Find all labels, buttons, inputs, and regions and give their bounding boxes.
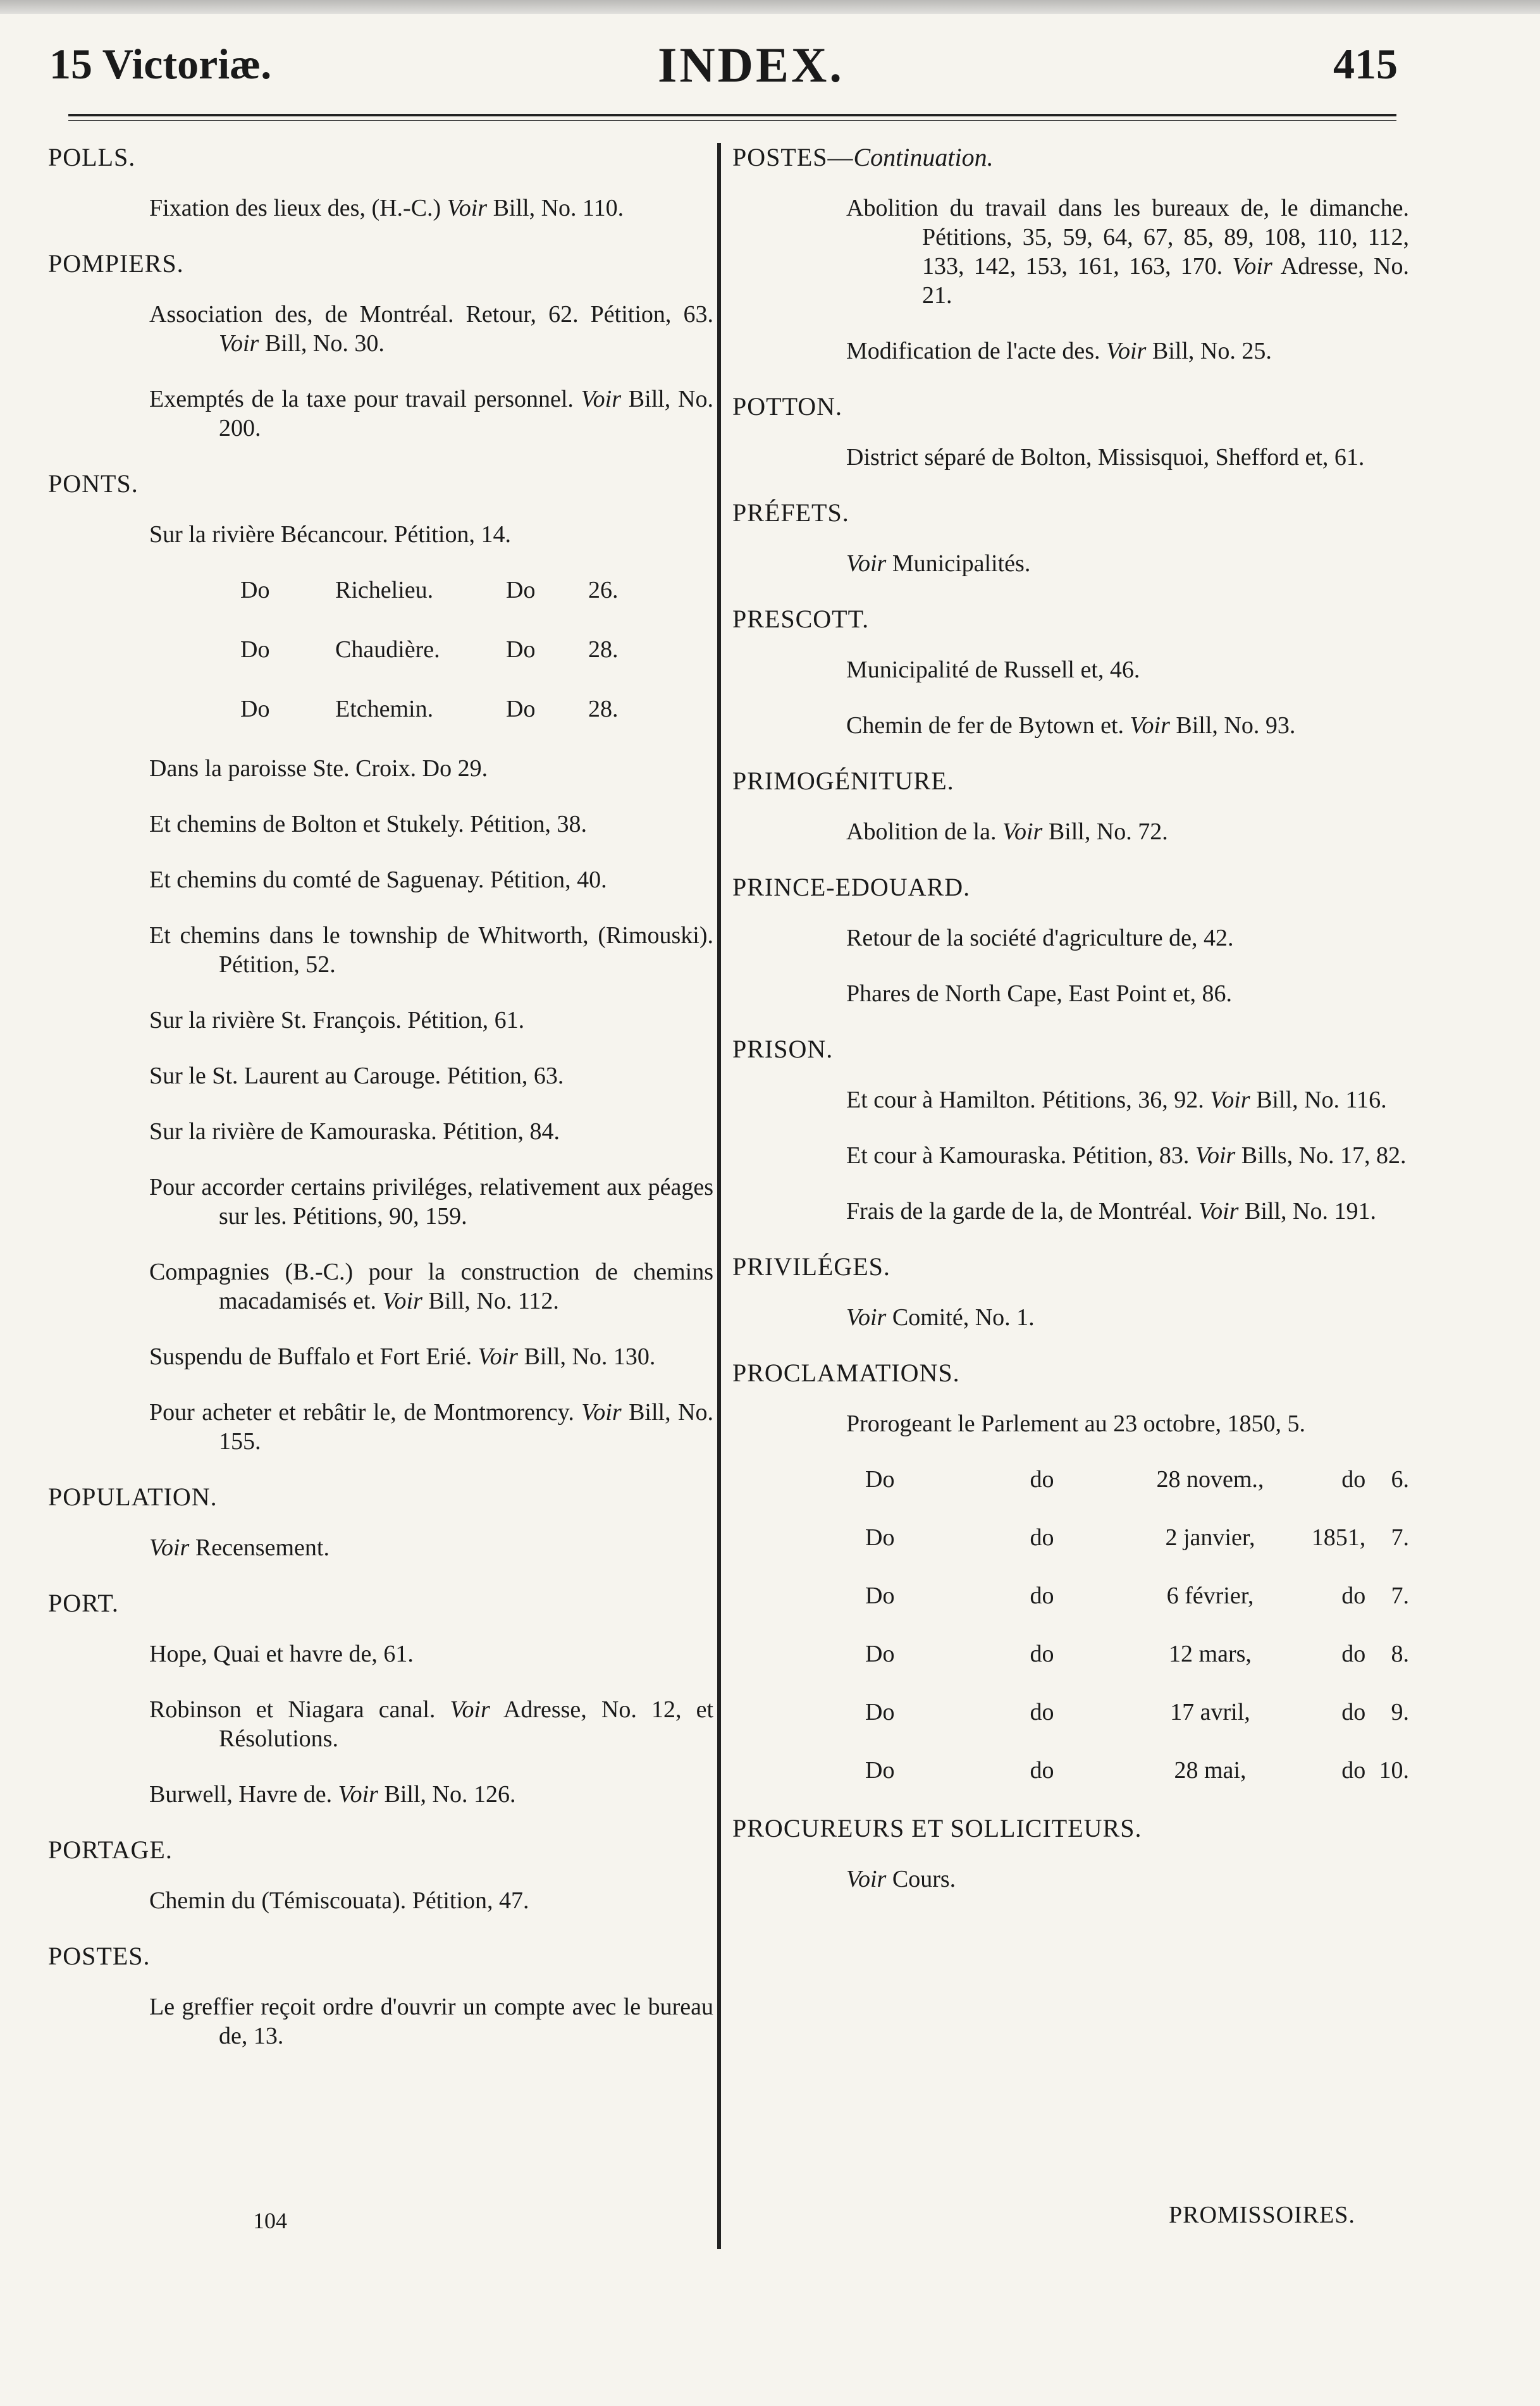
ditto-cell: 28. [588, 696, 619, 722]
index-heading: PONTS. [48, 469, 139, 498]
proclamation-cell: 1851, [1311, 1524, 1366, 1551]
index-entry: Pour acheter et rebâtir le, de Montmorency. Voir Bill, No. 155. [149, 1399, 713, 1455]
ditto-row [48, 576, 713, 605]
index-entry: Municipalité de Russell et, 46. [846, 657, 1140, 683]
ditto-cell: 28. [588, 636, 619, 663]
catchword: PROMISSOIRES. [1169, 2202, 1355, 2228]
voir-reference: Voir [1130, 712, 1170, 739]
page-header [0, 32, 1540, 101]
header-rule-thin [68, 120, 1396, 121]
index-entry: Exemptés de la taxe pour travail personnel. Voir Bill, No. 200. [149, 386, 714, 441]
proclamation-row [732, 1639, 1409, 1669]
proclamation-cell: do [1030, 1757, 1054, 1784]
index-heading: POSTES. [48, 1942, 151, 1970]
proclamation-cell: 7. [1391, 1582, 1409, 1609]
index-heading: PORT. [48, 1589, 119, 1617]
proclamation-cell: do [1341, 1757, 1366, 1784]
voir-reference: Voir [219, 330, 259, 357]
ditto-cell: Do [240, 696, 270, 722]
ditto-row [48, 694, 713, 724]
ditto-cell: Do [506, 636, 536, 663]
voir-reference: Voir [450, 1696, 490, 1723]
index-entry: Et chemins de Bolton et Stukely. Pétition, 38. [149, 811, 588, 837]
index-entry: Le greffier reçoit ordre d'ouvrir un compte avec le bureau de, 13. [149, 1994, 713, 2049]
proclamation-cell: do [1030, 1466, 1054, 1493]
index-heading: PRÉFETS. [732, 498, 849, 527]
column-divider [717, 143, 721, 2249]
voir-reference: Voir [149, 1534, 190, 1561]
proclamation-cell: do [1030, 1699, 1054, 1725]
proclamation-cell: Do [865, 1582, 895, 1609]
index-entry: Voir Recensement. [149, 1534, 330, 1561]
header-page-number: 415 [1333, 40, 1398, 88]
index-heading: POTTON. [732, 392, 843, 421]
index-entry: Sur le St. Laurent au Carouge. Pétition, 63. [149, 1063, 564, 1089]
index-entry: Abolition de la. Voir Bill, No. 72. [846, 818, 1168, 845]
proclamation-row [732, 1756, 1409, 1785]
voir-reference: Voir [1106, 338, 1147, 364]
proclamation-row [732, 1523, 1409, 1552]
index-heading-continuation: POSTES—Continuation. [732, 143, 994, 171]
voir-reference: Voir [1198, 1198, 1239, 1225]
voir-reference: Voir [846, 1866, 887, 1892]
index-entry: Et cour à Hamilton. Pétitions, 36, 92. Voir Bill, No. 116. [846, 1087, 1387, 1113]
proclamation-cell: Do [865, 1641, 895, 1667]
index-entry: Suspendu de Buffalo et Fort Erié. Voir Bill, No. 130. [149, 1343, 656, 1370]
ditto-cell: Do [240, 577, 270, 603]
proclamation-cell: 28 mai, [1174, 1757, 1247, 1784]
index-entry: Et cour à Kamouraska. Pétition, 83. Voir Bills, No. 17, 82. [846, 1142, 1407, 1169]
ditto-cell: Etchemin. [335, 696, 434, 722]
proclamation-cell: 12 mars, [1169, 1641, 1252, 1667]
proclamation-cell: Do [865, 1699, 895, 1725]
proclamation-row [732, 1698, 1409, 1727]
continuation-label: Continuation. [853, 143, 994, 171]
index-entry: Et chemins dans le township de Whitworth, (Rimouski). Pétition, 52. [149, 922, 713, 978]
left-column [48, 143, 713, 2077]
index-heading: PORTAGE. [48, 1835, 173, 1864]
voir-reference: Voir [581, 386, 622, 412]
proclamation-cell: 7. [1391, 1524, 1409, 1551]
proclamation-cell: do [1030, 1582, 1054, 1609]
index-entry: Pour accorder certains priviléges, relativement aux péages sur les. Pétitions, 90, 159. [149, 1174, 713, 1230]
index-heading: PRINCE-EDOUARD. [732, 873, 971, 901]
voir-reference: Voir [581, 1399, 622, 1426]
proclamation-cell: 9. [1391, 1699, 1409, 1725]
index-entry: Chemin de fer de Bytown et. Voir Bill, No. 93. [846, 712, 1296, 739]
index-entry: Voir Municipalités. [846, 550, 1031, 577]
index-heading: PROCUREURS ET SOLLICITEURS. [732, 1814, 1142, 1842]
index-heading: POLLS. [48, 143, 136, 171]
ditto-row [48, 635, 713, 664]
proclamation-row [732, 1581, 1409, 1610]
ditto-cell: Do [506, 696, 536, 722]
proclamation-row [732, 1465, 1409, 1494]
proclamation-cell: do [1341, 1466, 1366, 1493]
right-column [732, 143, 1409, 1920]
index-heading: PRISON. [732, 1035, 834, 1063]
index-entry: Retour de la société d'agriculture de, 42. [846, 925, 1234, 951]
index-heading: PRIMOGÉNITURE. [732, 767, 954, 795]
index-entry: Dans la paroisse Ste. Croix. Do 29. [149, 755, 488, 782]
voir-reference: Voir [477, 1343, 518, 1370]
voir-reference: Voir [1195, 1142, 1236, 1169]
proclamation-cell: 10. [1379, 1757, 1409, 1784]
index-entry: Sur la rivière Bécancour. Pétition, 14. [149, 521, 511, 548]
scan-edge [0, 0, 1540, 14]
voir-reference: Voir [1232, 253, 1272, 280]
voir-reference: Voir [1210, 1087, 1250, 1113]
index-entry: Prorogeant le Parlement au 23 octobre, 1850, 5. [846, 1410, 1306, 1437]
header-title: INDEX. [658, 37, 844, 92]
index-entry: Phares de North Cape, East Point et, 86. [846, 980, 1233, 1007]
proclamation-cell: Do [865, 1757, 895, 1784]
index-entry: Frais de la garde de la, de Montréal. Voir Bill, No. 191. [846, 1198, 1376, 1225]
index-heading: PROCLAMATIONS. [732, 1359, 960, 1387]
proclamation-cell: 6 février, [1166, 1582, 1254, 1609]
ditto-cell: Do [506, 577, 536, 603]
voir-reference: Voir [447, 195, 488, 221]
proclamation-cell: 2 janvier, [1165, 1524, 1255, 1551]
index-entry: Sur la rivière de Kamouraska. Pétition, 84. [149, 1118, 560, 1145]
index-entry: Et chemins du comté de Saguenay. Pétition, 40. [149, 867, 607, 893]
index-entry: Association des, de Montréal. Retour, 62. Pétition, 63. Voir Bill, No. 30. [149, 301, 713, 357]
index-heading: PRESCOTT. [732, 605, 870, 633]
signature-mark: 104 [253, 2208, 287, 2233]
index-entry: Chemin du (Témiscouata). Pétition, 47. [149, 1887, 529, 1914]
ditto-cell: 26. [588, 577, 619, 603]
header-volume: 15 Victoriæ. [49, 40, 272, 88]
voir-reference: Voir [338, 1781, 378, 1808]
index-heading: PRIVILÉGES. [732, 1252, 890, 1281]
proclamation-cell: Do [865, 1524, 895, 1551]
proclamation-cell: 17 avril, [1170, 1699, 1250, 1725]
index-entry: Abolition du travail dans les bureaux de, le dimanche. Pétitions, 35, 59, 64, 67, 85, 89, 108, 110, 112, 133, 142, 153, 161, 163, 170. Voir Adresse, No. 21. [846, 195, 1409, 309]
voir-reference: Voir [382, 1288, 422, 1314]
ditto-cell: Richelieu. [335, 577, 434, 603]
voir-reference: Voir [846, 550, 887, 577]
index-entry: Burwell, Havre de. Voir Bill, No. 126. [149, 1781, 516, 1808]
index-heading: POPULATION. [48, 1483, 218, 1511]
index-entry: Fixation des lieux des, (H.-C.) Voir Bill, No. 110. [149, 195, 624, 221]
proclamation-cell: do [1341, 1582, 1366, 1609]
index-entry: Sur la rivière St. François. Pétition, 61. [149, 1007, 525, 1033]
index-entry: Modification de l'acte des. Voir Bill, No. 25. [846, 338, 1272, 364]
ditto-cell: Chaudière. [335, 636, 440, 663]
ditto-cell: Do [240, 636, 270, 663]
proclamation-cell: do [1341, 1699, 1366, 1725]
voir-reference: Voir [1002, 818, 1043, 845]
header-rule [68, 114, 1396, 116]
index-entry: Hope, Quai et havre de, 61. [149, 1641, 414, 1667]
index-entry: District séparé de Bolton, Missisquoi, Shefford et, 61. [846, 444, 1365, 471]
proclamation-cell: Do [865, 1466, 895, 1493]
index-entry: Robinson et Niagara canal. Voir Adresse, No. 12, et Résolutions. [149, 1696, 713, 1752]
proclamation-cell: 28 novem., [1156, 1466, 1264, 1493]
index-entry: Compagnies (B.-C.) pour la construction de chemins macadamisés et. Voir Bill, No. 112. [149, 1259, 713, 1314]
proclamation-cell: 8. [1391, 1641, 1409, 1667]
index-entry: Voir Cours. [846, 1866, 956, 1892]
proclamation-cell: do [1030, 1641, 1054, 1667]
index-heading: POMPIERS. [48, 249, 184, 278]
voir-reference: Voir [846, 1304, 887, 1331]
proclamation-cell: do [1030, 1524, 1054, 1551]
index-entry: Voir Comité, No. 1. [846, 1304, 1035, 1331]
proclamation-cell: 6. [1391, 1466, 1409, 1493]
proclamation-cell: do [1341, 1641, 1366, 1667]
